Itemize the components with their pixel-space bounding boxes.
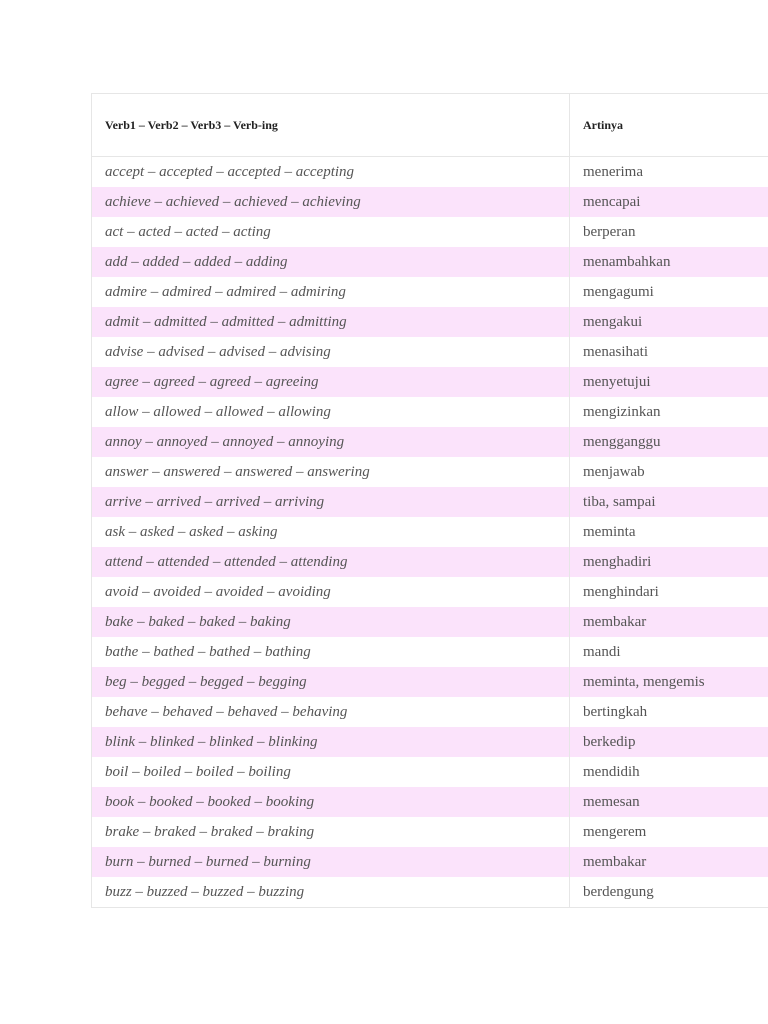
table-row (92, 667, 768, 697)
table-row (92, 307, 768, 337)
table-row (92, 847, 768, 877)
table-row (92, 397, 768, 427)
verb-forms-cell: answer – answered – answered – answering (92, 457, 570, 487)
meaning-cell: mengganggu (583, 433, 661, 450)
table-row (92, 817, 768, 847)
verb-forms-cell: admire – admired – admired – admiring (92, 277, 570, 307)
header-verb-forms: Verb1 – Verb2 – Verb3 – Verb-ing (92, 94, 570, 156)
verb-forms-cell: agree – agreed – agreed – agreeing (92, 367, 570, 397)
verb-forms-cell: blink – blinked – blinked – blinking (92, 727, 570, 757)
meaning-cell: meminta (583, 523, 636, 540)
meaning-cell: berdengung (583, 883, 654, 900)
table-row (92, 757, 768, 787)
meaning-cell: menjawab (583, 463, 645, 480)
table-row (92, 877, 768, 907)
verb-forms-cell: bake – baked – baked – baking (92, 607, 570, 637)
table-row (92, 217, 768, 247)
verb-forms-cell: allow – allowed – allowed – allowing (92, 397, 570, 427)
table-row (92, 457, 768, 487)
table-row (92, 427, 768, 457)
table-row (92, 697, 768, 727)
meaning-cell: menyetujui (583, 373, 651, 390)
meaning-cell: menghindari (583, 583, 659, 600)
table-row (92, 337, 768, 367)
meaning-cell: membakar (583, 613, 647, 630)
meaning-cell: menambahkan (583, 253, 671, 270)
verb-forms-cell: avoid – avoided – avoided – avoiding (92, 577, 570, 607)
meaning-cell: mengerem (583, 823, 647, 840)
meaning-cell: menerima (583, 163, 643, 180)
verb-forms-cell: bathe – bathed – bathed – bathing (92, 637, 570, 667)
table-row (92, 787, 768, 817)
verb-table (91, 93, 768, 908)
meaning-cell: mencapai (583, 193, 641, 210)
meaning-cell: mengagumi (583, 283, 654, 300)
table-row (92, 727, 768, 757)
verb-forms-cell: attend – attended – attended – attending (92, 547, 570, 577)
header-meaning: Artinya (583, 117, 623, 132)
verb-forms-cell: book – booked – booked – booking (92, 787, 570, 817)
verb-forms-cell: act – acted – acted – acting (92, 217, 570, 247)
verb-forms-cell: ask – asked – asked – asking (92, 517, 570, 547)
meaning-cell: meminta, mengemis (583, 673, 705, 690)
meaning-cell: mengakui (583, 313, 643, 330)
table-body (92, 157, 768, 907)
verb-forms-cell: advise – advised – advised – advising (92, 337, 570, 367)
table-header-row (92, 94, 768, 157)
verb-forms-cell: arrive – arrived – arrived – arriving (92, 487, 570, 517)
verb-forms-cell: brake – braked – braked – braking (92, 817, 570, 847)
meaning-cell: tiba, sampai (583, 493, 656, 510)
meaning-cell: bertingkah (583, 703, 648, 720)
table-row (92, 517, 768, 547)
verb-forms-cell: achieve – achieved – achieved – achieving (92, 187, 570, 217)
meaning-cell: menghadiri (583, 553, 652, 570)
verb-forms-cell: boil – boiled – boiled – boiling (92, 757, 570, 787)
verb-forms-cell: burn – burned – burned – burning (92, 847, 570, 877)
table-row (92, 577, 768, 607)
meaning-cell: mandi (583, 643, 621, 660)
meaning-cell: menasihati (583, 343, 648, 360)
verb-forms-cell: add – added – added – adding (92, 247, 570, 277)
table-row (92, 157, 768, 187)
meaning-cell: membakar (583, 853, 647, 870)
table-row (92, 187, 768, 217)
verb-forms-cell: beg – begged – begged – begging (92, 667, 570, 697)
table-row (92, 277, 768, 307)
verb-forms-cell: annoy – annoyed – annoyed – annoying (92, 427, 570, 457)
meaning-cell: berperan (583, 223, 636, 240)
table-row (92, 547, 768, 577)
meaning-cell: berkedip (583, 733, 636, 750)
meaning-cell: mengizinkan (583, 403, 661, 420)
verb-forms-cell: behave – behaved – behaved – behaving (92, 697, 570, 727)
table-row (92, 487, 768, 517)
meaning-cell: mendidih (583, 763, 640, 780)
verb-forms-cell: buzz – buzzed – buzzed – buzzing (92, 877, 570, 907)
table-row (92, 367, 768, 397)
meaning-cell: memesan (583, 793, 640, 810)
table-row (92, 637, 768, 667)
table-row (92, 607, 768, 637)
table-row (92, 247, 768, 277)
verb-forms-cell: accept – accepted – accepted – accepting (92, 157, 570, 187)
verb-forms-cell: admit – admitted – admitted – admitting (92, 307, 570, 337)
